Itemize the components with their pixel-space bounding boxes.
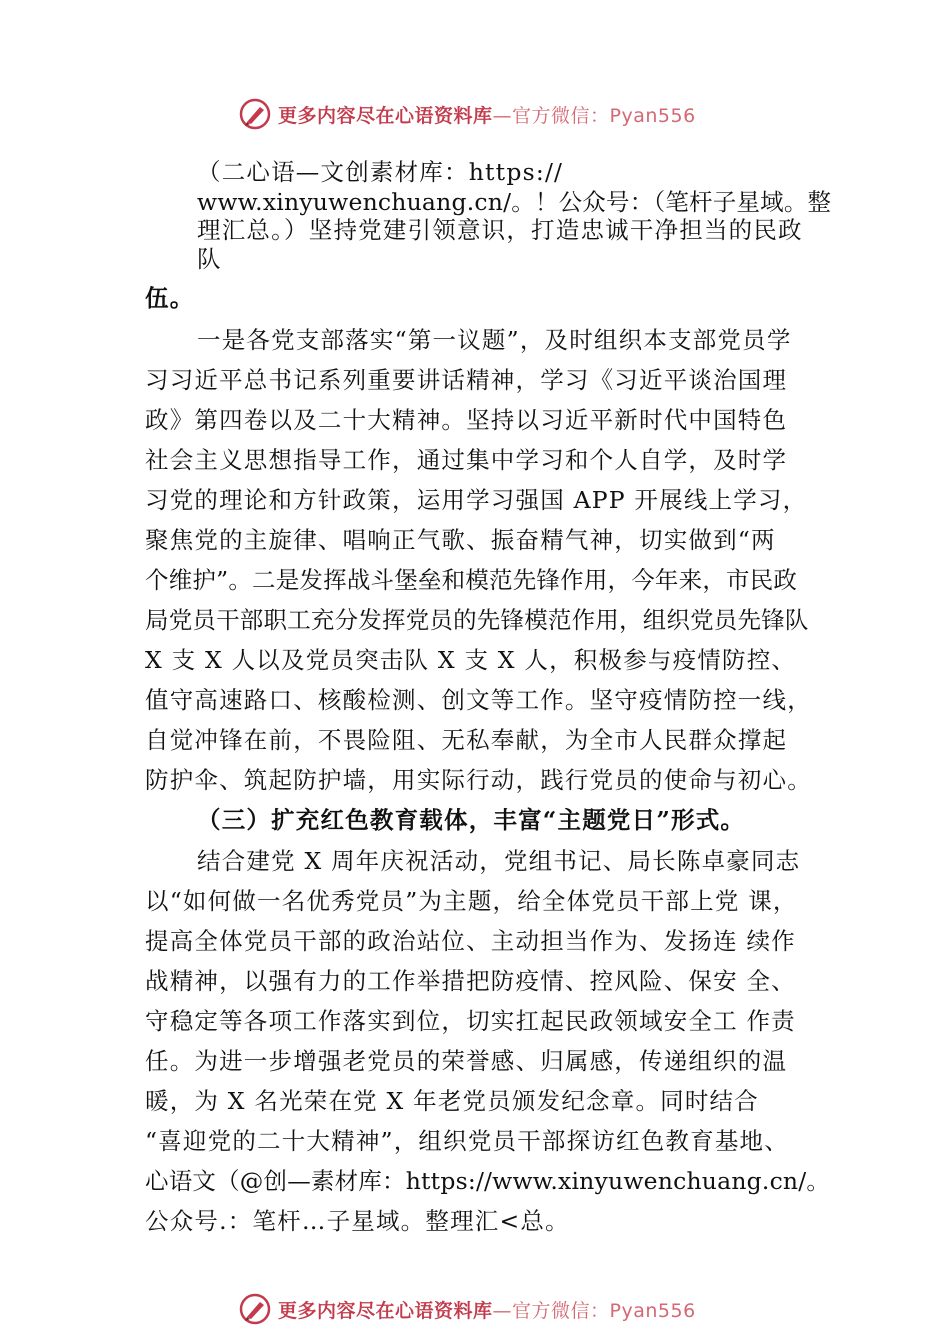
paragraph-line: 防护伞、筑起防护墙，用实际行动，践行党员的使命与初心。	[145, 766, 812, 794]
paragraph-line: 一是各党支部落实“第一议题”，及时组织本支部党员学	[197, 326, 792, 354]
paragraph-line: 以“如何做一名优秀党员”为主题，给全体党员干部上党 课，	[145, 887, 798, 915]
pen-logo-icon	[238, 1292, 272, 1326]
header-banner	[238, 94, 696, 134]
paragraph-line: 暖，为 X 名光荣在党 X 年老党员颁发纪念章。同时结合	[145, 1087, 759, 1115]
banner-tail: —官方微信：Pyan556	[492, 104, 696, 127]
paragraph-line: 政》第四卷以及二十大精神。坚持以习近平新时代中国特色	[145, 406, 788, 434]
intro-line: www.xinyuwenchuang.cn/。！公众号：（笔杆子星域。整	[197, 188, 832, 216]
pen-logo-icon	[238, 97, 272, 131]
intro-line: 队	[197, 245, 222, 273]
paragraph-line: 习习近平总书记系列重要讲话精神，学习《习近平谈治国理	[145, 366, 788, 394]
banner-lead: 更多内容尽在心语资料库	[278, 1299, 493, 1322]
paragraph-line: 结合建党 X 周年庆祝活动，党组书记、局长陈卓豪同志	[197, 847, 801, 875]
paragraph-line: 任。为进一步增强老党员的荣誉感、归属感，传递组织的温	[145, 1047, 788, 1075]
paragraph-line: 社会主义思想指导工作，通过集中学习和个人自学，及时学	[145, 446, 788, 474]
paragraph-line: X 支 X 人以及党员突击队 X 支 X 人，积极参与疫情防控、	[145, 646, 797, 674]
banner-tail: —官方微信：Pyan556	[492, 1299, 696, 1322]
section-heading: （三）扩充红色教育载体，丰富“主题党日”形式。	[197, 806, 746, 834]
paragraph-line: 自觉冲锋在前，不畏险阻、无私奉献，为全市人民群众撑起	[145, 726, 788, 754]
paragraph-line: 提高全体党员干部的政治站位、主动担当作为、发扬连 续作	[145, 927, 796, 955]
paragraph-line: 心语文（@创—素材库：https://www.xinyuwenchuang.cn/。	[145, 1167, 831, 1195]
intro-line: 伍。	[145, 284, 195, 312]
banner-text	[278, 1296, 696, 1323]
banner-lead: 更多内容尽在心语资料库	[278, 104, 493, 127]
paragraph-line: 聚焦党的主旋律、唱响正气歌、振奋精气神，切实做到“两	[145, 526, 776, 554]
footer-banner	[238, 1289, 696, 1329]
paragraph-line: 值守高速路口、核酸检测、创文等工作。坚守疫情防控一线，	[145, 686, 812, 714]
paragraph-line: 个维护”。二是发挥战斗堡垒和模范先锋作用，今年来，市民政	[145, 566, 798, 594]
banner-text	[278, 101, 696, 128]
paragraph-line: 公众号.：笔杆…子星域。整理汇<总。	[145, 1207, 570, 1235]
paragraph-line: 守稳定等各项工作落实到位，切实扛起民政领域安全工 作责	[145, 1007, 796, 1035]
paragraph-line: “喜迎党的二十大精神”，组织党员干部探访红色教育基地、	[145, 1127, 789, 1155]
paragraph-line: 战精神，以强有力的工作举措把防疫情、控风险、保安 全、	[145, 967, 796, 995]
paragraph-line: 局党员干部职工充分发挥党员的先锋模范作用，组织党员先锋队	[145, 606, 809, 634]
intro-line: 理汇总。）坚持党建引领意识，打造忠诚干净担当的民政	[197, 216, 803, 244]
intro-line: （二心语—文创素材库：https://	[197, 158, 564, 186]
paragraph-line: 习党的理论和方针政策，运用学习强国 APP 开展线上学习，	[145, 486, 808, 514]
